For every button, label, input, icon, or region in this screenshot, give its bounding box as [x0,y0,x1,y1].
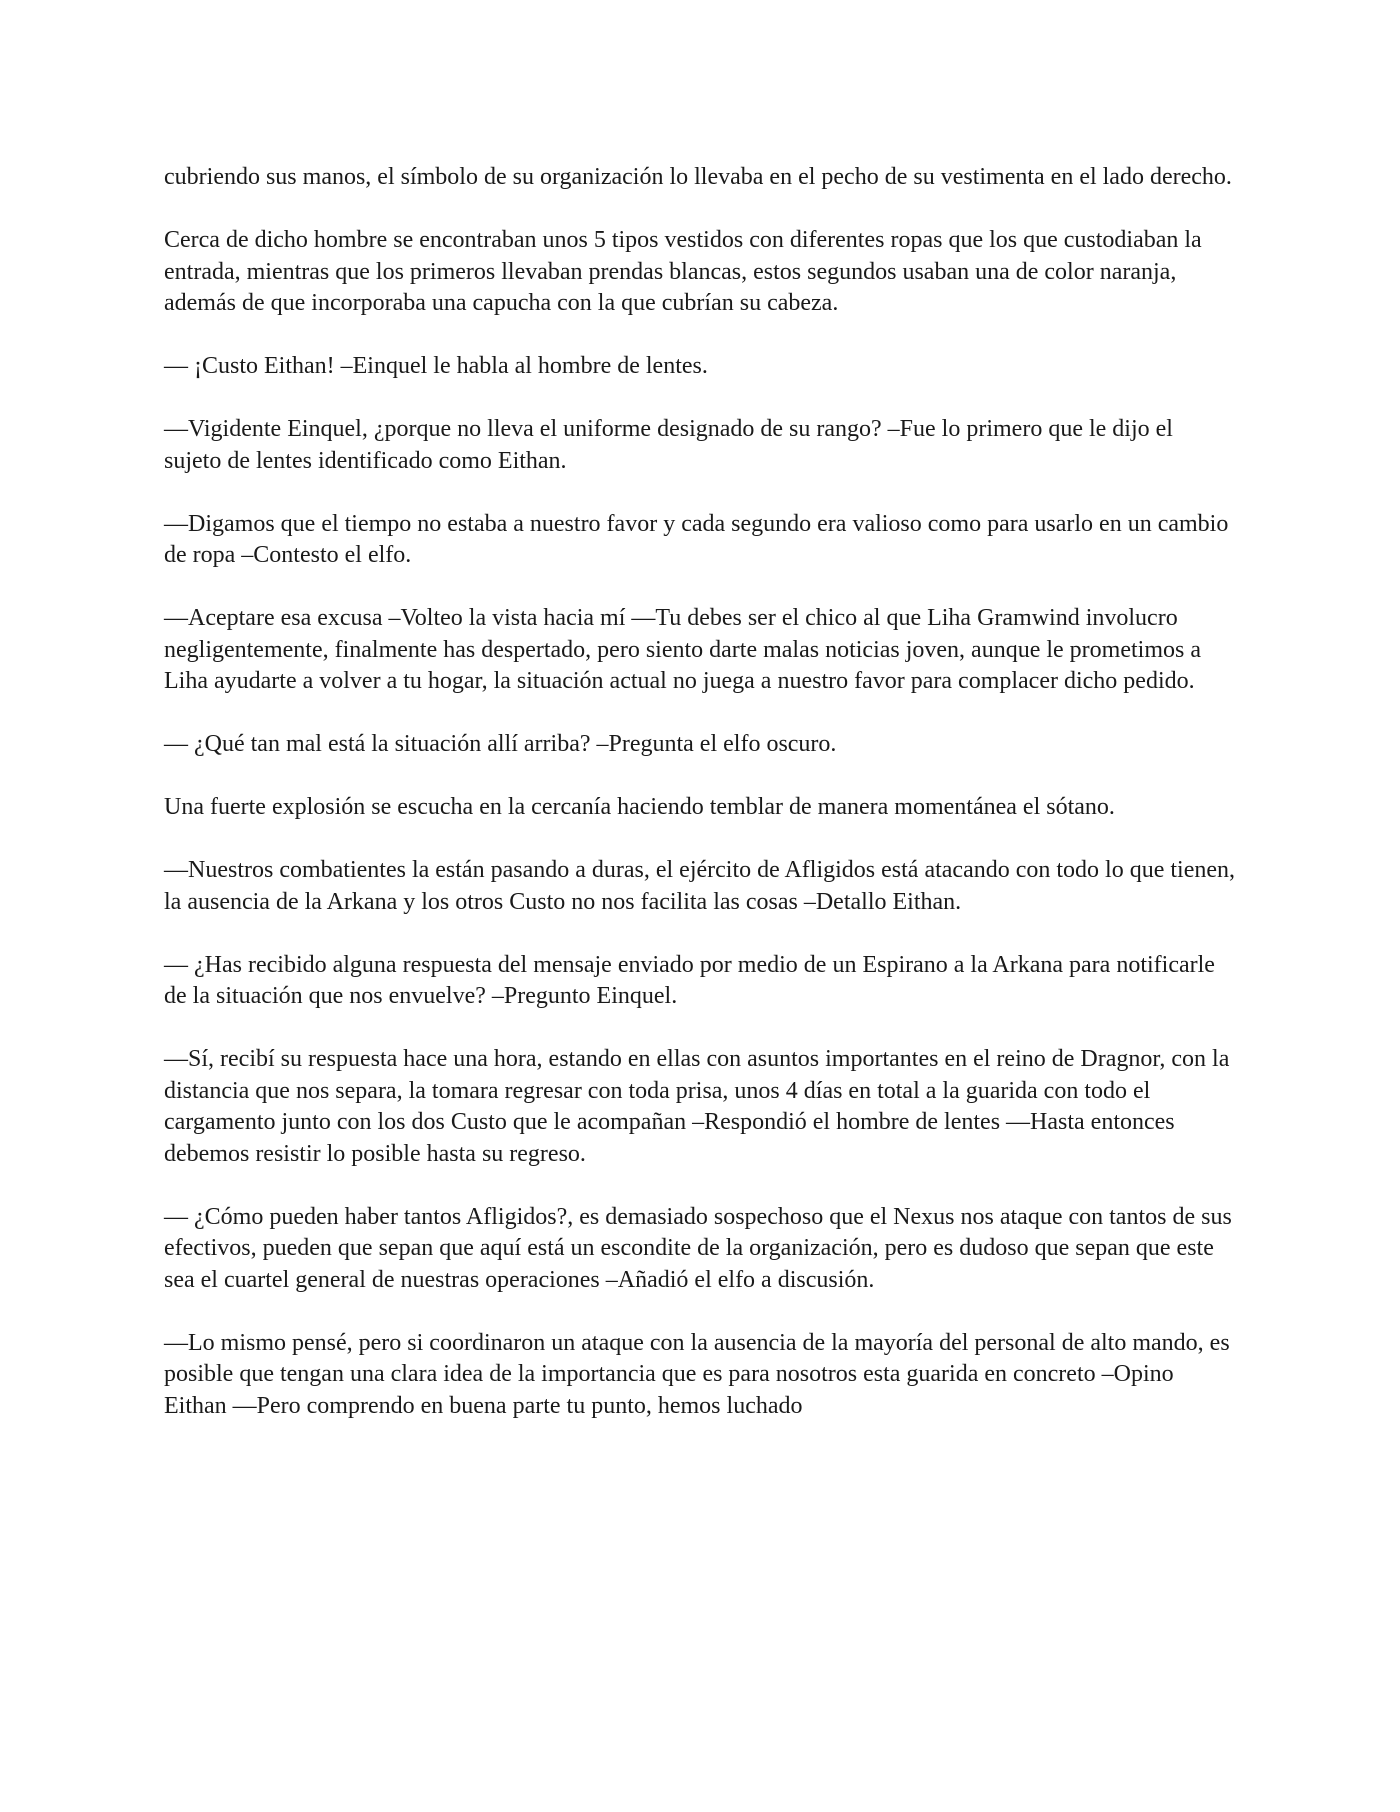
document-body [164,162,1236,1422]
paragraph-2: Cerca de dicho hombre se encontraban unos 5 tipos vestidos con diferentes ropas que los que custodiaban la entrada, mientras que los primeros llevaban prendas blancas, estos segundos usaban una de color naranja, además de que incorporaba una capucha con la que cubrían su cabeza. [164,227,1202,316]
paragraph-6: —Aceptare esa excusa –Volteo la vista hacia mí —Tu debes ser el chico al que Liha Gramwind involucro negligentemente, finalmente has despertado, pero siento darte malas noticias joven, aunque le prometimos a Liha ayudarte a volver a tu hogar, la situación actual no juega a nuestro favor para complacer dicho pedido. [164,605,1201,694]
paragraph-12: — ¿Cómo pueden haber tantos Afligidos?, es demasiado sospechoso que el Nexus nos ataque con tantos de sus efectivos, pueden que sepan que aquí está un escondite de la organización, pero es dudoso que sepan que este sea el cuartel general de nuestras operaciones –Añadió el elfo a discusión. [164,1203,1232,1293]
paragraph-11: —Sí, recibí su respuesta hace una hora, estando en ellas con asuntos importantes en el reino de Dragnor, con la distancia que nos separa, la tomara regresar con toda prisa, unos 4 días en total a la guarida con todo el cargamento junto con los dos Custo que le acompañan –Respondió el hombre de lentes —Hasta entonces debemos resistir lo posible hasta su regreso. [164,1046,1230,1167]
paragraph-3: — ¡Custo Eithan! –Einquel le habla al hombre de lentes. [164,353,708,379]
paragraph-10: — ¿Has recibido alguna respuesta del mensaje enviado por medio de un Espirano a la Arkana para notificarle de la situación que nos envuelve? –Pregunto Einquel. [164,951,1215,1009]
paragraph-1: cubriendo sus manos, el símbolo de su organización lo llevaba en el pecho de su vestimenta en el lado derecho. [164,164,1232,190]
paragraph-4: —Vigidente Einquel, ¿porque no lleva el uniforme designado de su rango? –Fue lo primero que le dijo el sujeto de lentes identificado como Eithan. [164,416,1173,474]
paragraph-8: Una fuerte explosión se escucha en la cercanía haciendo temblar de manera momentánea el sótano. [164,794,1115,820]
paragraph-5: —Digamos que el tiempo no estaba a nuestro favor y cada segundo era valioso como para usarlo en un cambio de ropa –Contesto el elfo. [164,510,1229,568]
paragraph-13: —Lo mismo pensé, pero si coordinaron un ataque con la ausencia de la mayoría del personal de alto mando, es posible que tengan una clara idea de la importancia que es para nosotros esta guarida en concreto –Opino Eithan —Pero comprendo en buena parte tu punto, hemos luchado [164,1329,1230,1419]
paragraph-7: — ¿Qué tan mal está la situación allí arriba? –Pregunta el elfo oscuro. [164,731,837,757]
paragraph-9: —Nuestros combatientes la están pasando a duras, el ejército de Afligidos está atacando con todo lo que tienen, la ausencia de la Arkana y los otros Custo no nos facilita las cosas –Detallo Eithan. [164,857,1235,915]
